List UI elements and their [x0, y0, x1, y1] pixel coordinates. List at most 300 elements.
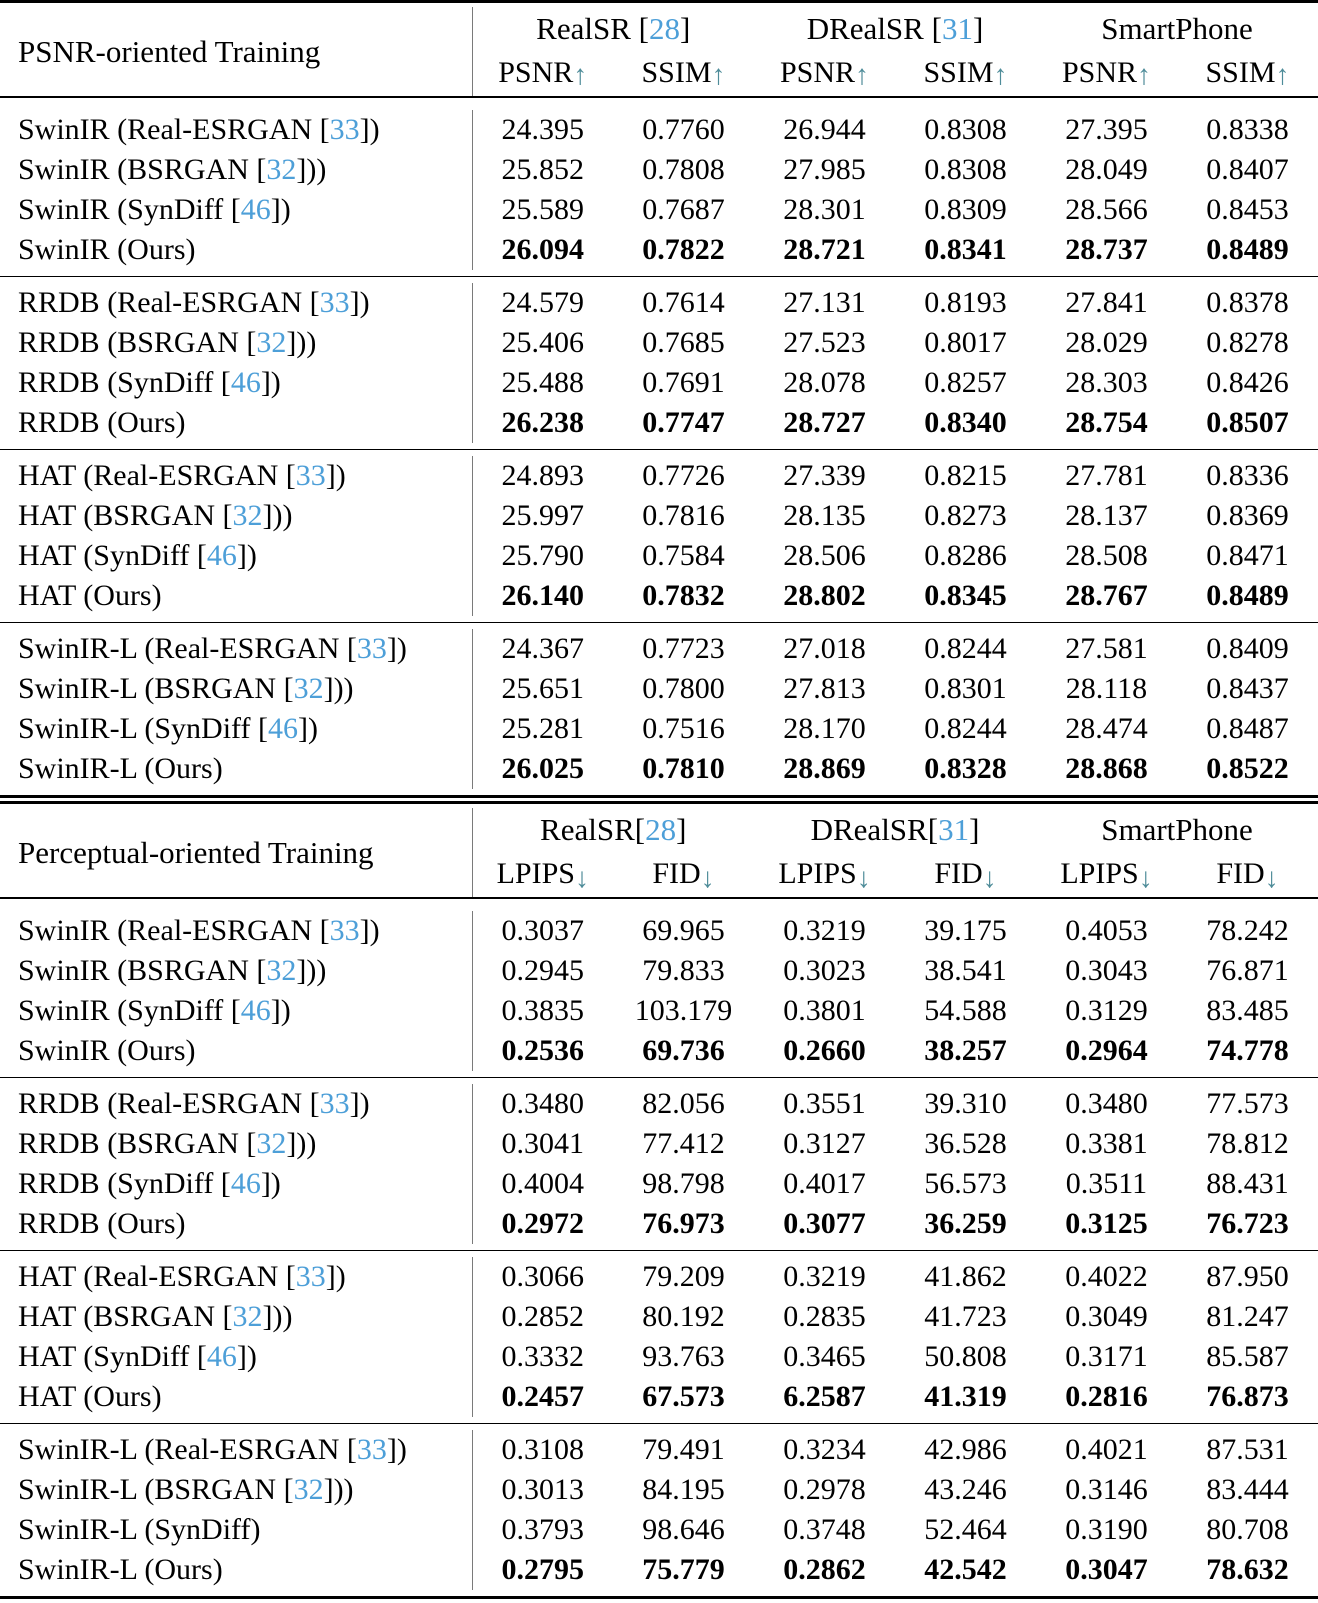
- citation-ref[interactable]: 33: [296, 459, 326, 492]
- metric-value-cell: 27.841: [1036, 283, 1177, 323]
- arrow-up-icon: ↑: [855, 60, 869, 91]
- method-name-cell: [0, 1084, 472, 1124]
- metric-value-cell: 25.281: [472, 709, 613, 749]
- method-label-suffix: ]): [387, 1433, 407, 1466]
- metric-value-cell: 0.4053: [1036, 911, 1177, 951]
- method-label: SwinIR-L (Ours): [18, 1553, 223, 1586]
- method-label-suffix: ]): [261, 1167, 281, 1200]
- metric-value-cell: 0.7687: [613, 190, 754, 230]
- metric-label: FID: [934, 857, 982, 890]
- method-name-cell: [0, 1124, 472, 1164]
- method-name-cell: [0, 403, 472, 443]
- method-label-suffix: ]): [360, 113, 380, 146]
- metric-value-cell: 0.7726: [613, 456, 754, 496]
- metric-value-cell: 36.528: [895, 1124, 1036, 1164]
- citation-ref[interactable]: 33: [320, 286, 350, 319]
- metric-value-cell: 0.8507: [1177, 403, 1318, 443]
- table-row: [0, 456, 1318, 496]
- metric-value-cell: 6.2587: [754, 1377, 895, 1417]
- metric-value-cell: 0.8340: [895, 403, 1036, 443]
- metric-value-cell: 80.708: [1177, 1510, 1318, 1550]
- method-name-cell: [0, 363, 472, 403]
- metric-value-cell: 27.131: [754, 283, 895, 323]
- citation-ref[interactable]: 31: [938, 812, 969, 847]
- metric-value-cell: 79.209: [613, 1257, 754, 1297]
- metric-value-cell: 0.7691: [613, 363, 754, 403]
- metric-value-cell: 0.7584: [613, 536, 754, 576]
- method-name-cell: [0, 1550, 472, 1590]
- metric-value-cell: 0.3037: [472, 911, 613, 951]
- metric-value-cell: 0.3219: [754, 911, 895, 951]
- method-label-suffix: ])): [296, 954, 326, 987]
- metric-value-cell: 0.3047: [1036, 1550, 1177, 1590]
- metric-value-cell: 76.873: [1177, 1377, 1318, 1417]
- metric-value-cell: 0.7747: [613, 403, 754, 443]
- method-name-cell: [0, 1164, 472, 1204]
- metric-value-cell: 27.523: [754, 323, 895, 363]
- metric-value-cell: 0.3129: [1036, 991, 1177, 1031]
- metric-value-cell: 0.2795: [472, 1550, 613, 1590]
- metric-value-cell: 0.3219: [754, 1257, 895, 1297]
- dataset-name: RealSR: [536, 11, 631, 46]
- metric-value-cell: 43.246: [895, 1470, 1036, 1510]
- table-row: [0, 1204, 1318, 1244]
- arrow-down-icon: ↓: [701, 863, 715, 894]
- metric-value-cell: 0.2536: [472, 1031, 613, 1071]
- metric-value-cell: 0.2945: [472, 951, 613, 991]
- metric-value-cell: 0.3146: [1036, 1470, 1177, 1510]
- method-label-suffix: ]): [326, 459, 346, 492]
- table-row: [0, 669, 1318, 709]
- metric-value-cell: 88.431: [1177, 1164, 1318, 1204]
- metric-value-cell: 50.808: [895, 1337, 1036, 1377]
- metric-value-cell: 78.632: [1177, 1550, 1318, 1590]
- metric-value-cell: 67.573: [613, 1377, 754, 1417]
- arrow-down-icon: ↓: [857, 863, 871, 894]
- table-rule: [0, 1598, 1318, 1603]
- table-row: [0, 911, 1318, 951]
- method-name-cell: [0, 1204, 472, 1244]
- table-row: [0, 1337, 1318, 1377]
- arrow-up-icon: ↑: [1137, 60, 1151, 91]
- dataset-name: DRealSR: [807, 11, 924, 46]
- metric-value-cell: 28.566: [1036, 190, 1177, 230]
- arrow-up-icon: ↑: [573, 60, 587, 91]
- metric-value-cell: 0.7822: [613, 230, 754, 270]
- metric-value-cell: 87.950: [1177, 1257, 1318, 1297]
- metric-value-cell: 0.3511: [1036, 1164, 1177, 1204]
- method-label-suffix: ]): [298, 712, 318, 745]
- method-label-suffix: ])): [286, 1127, 316, 1160]
- metric-label: SSIM: [1205, 56, 1275, 89]
- method-name-cell: [0, 1297, 472, 1337]
- metric-value-cell: 0.7810: [613, 749, 754, 789]
- metric-value-cell: 0.8345: [895, 576, 1036, 616]
- method-name-cell: [0, 283, 472, 323]
- method-label: RRDB (BSRGAN [: [18, 326, 256, 359]
- metric-header-ssim-1: [613, 51, 754, 97]
- citation-ref[interactable]: 28: [649, 11, 680, 46]
- metric-label: PSNR: [1062, 56, 1137, 89]
- citation-ref[interactable]: 32: [232, 1300, 262, 1333]
- metric-value-cell: 0.3125: [1036, 1204, 1177, 1244]
- arrow-down-icon: ↓: [575, 863, 589, 894]
- metric-value-cell: 0.4004: [472, 1164, 613, 1204]
- metric-value-cell: 28.303: [1036, 363, 1177, 403]
- method-label-suffix: ])): [262, 499, 292, 532]
- metric-value-cell: 0.8378: [1177, 283, 1318, 323]
- metric-value-cell: 103.179: [613, 991, 754, 1031]
- table-row: [0, 1257, 1318, 1297]
- metric-value-cell: 0.3332: [472, 1337, 613, 1377]
- metric-value-cell: 42.986: [895, 1430, 1036, 1470]
- table-header-datasets-row: [0, 7, 1318, 51]
- metric-value-cell: 41.723: [895, 1297, 1036, 1337]
- method-label: RRDB (Real-ESRGAN [: [18, 1087, 320, 1120]
- metric-value-cell: 0.7816: [613, 496, 754, 536]
- method-label: HAT (BSRGAN [: [18, 499, 232, 532]
- arrow-up-icon: ↑: [712, 60, 726, 91]
- metric-value-cell: 79.491: [613, 1430, 754, 1470]
- metric-value-cell: 77.412: [613, 1124, 754, 1164]
- metric-value-cell: 27.581: [1036, 629, 1177, 669]
- metric-value-cell: 0.7614: [613, 283, 754, 323]
- metric-header-psnr-2: [754, 51, 895, 97]
- citation-ref[interactable]: 46: [231, 1167, 261, 1200]
- metric-value-cell: 52.464: [895, 1510, 1036, 1550]
- metric-value-cell: 83.485: [1177, 991, 1318, 1031]
- metric-value-cell: 74.778: [1177, 1031, 1318, 1071]
- metric-value-cell: 0.3748: [754, 1510, 895, 1550]
- citation-ref[interactable]: 46: [241, 994, 271, 1027]
- method-name-cell: [0, 150, 472, 190]
- metric-value-cell: 98.646: [613, 1510, 754, 1550]
- metric-value-cell: 24.579: [472, 283, 613, 323]
- table-row: [0, 150, 1318, 190]
- metric-value-cell: 0.2978: [754, 1470, 895, 1510]
- method-name-cell: [0, 709, 472, 749]
- metric-value-cell: 0.3049: [1036, 1297, 1177, 1337]
- method-label: HAT (Ours): [18, 579, 162, 612]
- metric-value-cell: 0.7832: [613, 576, 754, 616]
- metric-value-cell: 0.3480: [472, 1084, 613, 1124]
- table-row: [0, 709, 1318, 749]
- metric-value-cell: 0.2660: [754, 1031, 895, 1071]
- method-name-cell: [0, 1377, 472, 1417]
- citation-ref[interactable]: 33: [330, 113, 360, 146]
- metric-value-cell: 0.8453: [1177, 190, 1318, 230]
- metric-value-cell: 0.8244: [895, 709, 1036, 749]
- method-name-cell: [0, 190, 472, 230]
- metric-value-cell: 69.965: [613, 911, 754, 951]
- header-bottom-rule: [0, 898, 1318, 905]
- metric-value-cell: 0.8017: [895, 323, 1036, 363]
- method-label: HAT (SynDiff [: [18, 539, 207, 572]
- method-name-cell: [0, 1510, 472, 1550]
- metric-value-cell: 82.056: [613, 1084, 754, 1124]
- method-label: RRDB (Ours): [18, 406, 186, 439]
- citation-ref[interactable]: 32: [256, 326, 286, 359]
- metric-value-cell: 41.862: [895, 1257, 1036, 1297]
- table-row: [0, 323, 1318, 363]
- metric-value-cell: 25.790: [472, 536, 613, 576]
- metric-value-cell: 0.8341: [895, 230, 1036, 270]
- metric-value-cell: 79.833: [613, 951, 754, 991]
- dataset-header-smartphone: [1036, 808, 1318, 852]
- metric-header-ssim-5: [1177, 51, 1318, 97]
- group-bottom-pad: [0, 1590, 1318, 1598]
- citation-ref[interactable]: 46: [207, 1340, 237, 1373]
- metric-value-cell: 28.078: [754, 363, 895, 403]
- metric-value-cell: 0.8278: [1177, 323, 1318, 363]
- method-label: RRDB (SynDiff [: [18, 366, 231, 399]
- metric-value-cell: 0.8336: [1177, 456, 1318, 496]
- method-label: SwinIR-L (SynDiff [: [18, 712, 268, 745]
- method-label-suffix: ])): [324, 1473, 354, 1506]
- method-label-suffix: ])): [262, 1300, 292, 1333]
- metric-label: PSNR: [780, 56, 855, 89]
- metric-value-cell: 80.192: [613, 1297, 754, 1337]
- table-title-psnr-oriented: PSNR-oriented Training: [0, 7, 472, 97]
- table-row: [0, 496, 1318, 536]
- metric-value-cell: 0.8308: [895, 110, 1036, 150]
- metric-header-lpips-4: [1036, 852, 1177, 898]
- metric-header-fid-3: [895, 852, 1036, 898]
- metric-value-cell: 24.367: [472, 629, 613, 669]
- method-label-suffix: ]): [360, 914, 380, 947]
- metric-value-cell: 0.2972: [472, 1204, 613, 1244]
- table-row: [0, 1297, 1318, 1337]
- dataset-header-smartphone: [1036, 7, 1318, 51]
- metric-value-cell: 0.8309: [895, 190, 1036, 230]
- metric-value-cell: 0.7516: [613, 709, 754, 749]
- metric-value-cell: 0.7723: [613, 629, 754, 669]
- metric-value-cell: 0.2835: [754, 1297, 895, 1337]
- metric-value-cell: 0.8308: [895, 150, 1036, 190]
- table-row: [0, 1164, 1318, 1204]
- metric-value-cell: 0.3013: [472, 1470, 613, 1510]
- metric-value-cell: 69.736: [613, 1031, 754, 1071]
- metric-value-cell: 28.508: [1036, 536, 1177, 576]
- metric-value-cell: 81.247: [1177, 1297, 1318, 1337]
- citation-ref[interactable]: 46: [231, 366, 261, 399]
- metric-value-cell: 28.869: [754, 749, 895, 789]
- metric-value-cell: 27.781: [1036, 456, 1177, 496]
- method-label: SwinIR-L (Real-ESRGAN [: [18, 632, 357, 665]
- citation-ref[interactable]: 33: [320, 1087, 350, 1120]
- citation-ref[interactable]: 31: [942, 11, 973, 46]
- metric-value-cell: 24.395: [472, 110, 613, 150]
- metric-value-cell: 28.170: [754, 709, 895, 749]
- metric-value-cell: 28.029: [1036, 323, 1177, 363]
- metric-value-cell: 0.8328: [895, 749, 1036, 789]
- method-name-cell: [0, 911, 472, 951]
- metric-header-fid-5: [1177, 852, 1318, 898]
- dataset-name: SmartPhone: [1101, 11, 1253, 46]
- citation-ref[interactable]: 32: [256, 1127, 286, 1160]
- citation-ref[interactable]: 46: [207, 539, 237, 572]
- citation-ref[interactable]: 32: [266, 153, 296, 186]
- metric-value-cell: 0.3801: [754, 991, 895, 1031]
- citation-ref[interactable]: 32: [294, 672, 324, 705]
- table-rule: [0, 789, 1318, 797]
- metric-value-cell: 77.573: [1177, 1084, 1318, 1124]
- metric-value-cell: 0.3835: [472, 991, 613, 1031]
- metric-header-fid-1: [613, 852, 754, 898]
- table-row: [0, 403, 1318, 443]
- metric-label: LPIPS: [1060, 857, 1138, 890]
- metric-value-cell: 87.531: [1177, 1430, 1318, 1470]
- method-label-suffix: ]): [350, 286, 370, 319]
- citation-ref[interactable]: 46: [268, 712, 298, 745]
- metric-value-cell: 41.319: [895, 1377, 1036, 1417]
- method-label: SwinIR (SynDiff [: [18, 193, 241, 226]
- metric-value-cell: 0.2457: [472, 1377, 613, 1417]
- method-name-cell: [0, 323, 472, 363]
- metric-value-cell: 28.506: [754, 536, 895, 576]
- method-name-cell: [0, 1031, 472, 1071]
- table-row: [0, 363, 1318, 403]
- dataset-name: DRealSR: [811, 812, 928, 847]
- method-label: HAT (Real-ESRGAN [: [18, 1260, 296, 1293]
- table-row: [0, 1377, 1318, 1417]
- table-bottom-rule: [0, 1598, 1318, 1603]
- metric-value-cell: 0.8426: [1177, 363, 1318, 403]
- metric-value-cell: 0.3551: [754, 1084, 895, 1124]
- table-row: [0, 230, 1318, 270]
- metric-value-cell: 25.406: [472, 323, 613, 363]
- metric-value-cell: 39.175: [895, 911, 1036, 951]
- table-rule: [0, 1590, 1318, 1598]
- metric-label: PSNR: [498, 56, 573, 89]
- metric-value-cell: 0.3234: [754, 1430, 895, 1470]
- metric-value-cell: 0.8489: [1177, 576, 1318, 616]
- metric-value-cell: 27.395: [1036, 110, 1177, 150]
- metric-value-cell: 0.8489: [1177, 230, 1318, 270]
- method-name-cell: [0, 749, 472, 789]
- metric-value-cell: 38.541: [895, 951, 1036, 991]
- arrow-down-icon: ↓: [983, 863, 997, 894]
- metric-value-cell: 76.871: [1177, 951, 1318, 991]
- metric-value-cell: 0.2816: [1036, 1377, 1177, 1417]
- metric-value-cell: 98.798: [613, 1164, 754, 1204]
- metric-value-cell: 0.3023: [754, 951, 895, 991]
- citation-ref[interactable]: 33: [357, 1433, 387, 1466]
- metric-value-cell: 28.802: [754, 576, 895, 616]
- metric-value-cell: 28.868: [1036, 749, 1177, 789]
- metric-value-cell: 28.301: [754, 190, 895, 230]
- method-label: SwinIR (BSRGAN [: [18, 153, 266, 186]
- dataset-name: SmartPhone: [1101, 812, 1253, 847]
- citation-ref[interactable]: 33: [357, 632, 387, 665]
- metric-value-cell: 26.238: [472, 403, 613, 443]
- table-row: [0, 283, 1318, 323]
- metric-value-cell: 0.8244: [895, 629, 1036, 669]
- citation-ref[interactable]: 33: [296, 1260, 326, 1293]
- method-label: SwinIR (BSRGAN [: [18, 954, 266, 987]
- metric-value-cell: 0.8193: [895, 283, 1036, 323]
- method-label: SwinIR-L (BSRGAN [: [18, 1473, 294, 1506]
- dataset-header-drealsr: DRealSR[31]: [754, 808, 1036, 852]
- metric-value-cell: 0.3465: [754, 1337, 895, 1377]
- metric-value-cell: 78.242: [1177, 911, 1318, 951]
- table-row: [0, 749, 1318, 789]
- metric-value-cell: 0.2852: [472, 1297, 613, 1337]
- metric-label: FID: [652, 857, 700, 890]
- dataset-header-realsr: RealSR [28]: [472, 7, 754, 51]
- table-row: [0, 1031, 1318, 1071]
- table-rule: [0, 97, 1318, 104]
- metric-label: SSIM: [923, 56, 993, 89]
- arrow-down-icon: ↓: [1139, 863, 1153, 894]
- method-name-cell: [0, 1257, 472, 1297]
- citation-ref[interactable]: 46: [241, 193, 271, 226]
- method-label: HAT (Ours): [18, 1380, 162, 1413]
- metric-value-cell: 28.721: [754, 230, 895, 270]
- metric-value-cell: 28.137: [1036, 496, 1177, 536]
- metric-value-cell: 25.997: [472, 496, 613, 536]
- citation-ref[interactable]: 32: [266, 954, 296, 987]
- metric-label: SSIM: [641, 56, 711, 89]
- metric-value-cell: 0.4022: [1036, 1257, 1177, 1297]
- table-header-datasets-row: [0, 808, 1318, 852]
- metric-value-cell: 0.3077: [754, 1204, 895, 1244]
- citation-ref[interactable]: 32: [232, 499, 262, 532]
- metric-value-cell: 0.4017: [754, 1164, 895, 1204]
- metric-value-cell: 0.3066: [472, 1257, 613, 1297]
- metric-value-cell: 0.2964: [1036, 1031, 1177, 1071]
- metric-value-cell: 27.018: [754, 629, 895, 669]
- metric-value-cell: 0.3041: [472, 1124, 613, 1164]
- table-row: [0, 190, 1318, 230]
- metric-value-cell: 0.3480: [1036, 1084, 1177, 1124]
- table-row: [0, 629, 1318, 669]
- metric-value-cell: 75.779: [613, 1550, 754, 1590]
- method-label-suffix: ]): [271, 994, 291, 1027]
- table-row: [0, 1470, 1318, 1510]
- method-label-suffix: ]): [237, 1340, 257, 1373]
- method-name-cell: [0, 669, 472, 709]
- metric-value-cell: 25.852: [472, 150, 613, 190]
- method-name-cell: [0, 110, 472, 150]
- table-title-perceptual-oriented: Perceptual-oriented Training: [0, 808, 472, 898]
- metric-value-cell: 26.094: [472, 230, 613, 270]
- method-name-cell: [0, 576, 472, 616]
- dataset-header-realsr: RealSR[28]: [472, 808, 754, 852]
- metric-value-cell: 28.135: [754, 496, 895, 536]
- citation-ref[interactable]: 33: [330, 914, 360, 947]
- metric-value-cell: 0.3127: [754, 1124, 895, 1164]
- method-label-suffix: ]): [237, 539, 257, 572]
- method-label-suffix: ]): [326, 1260, 346, 1293]
- header-bottom-rule: [0, 97, 1318, 104]
- metric-value-cell: 0.7685: [613, 323, 754, 363]
- method-label: SwinIR (Real-ESRGAN [: [18, 914, 330, 947]
- method-name-cell: [0, 1430, 472, 1470]
- metric-header-lpips-2: [754, 852, 895, 898]
- table-row: [0, 110, 1318, 150]
- citation-ref[interactable]: 28: [645, 812, 676, 847]
- method-label-suffix: ]): [387, 632, 407, 665]
- metric-value-cell: 0.8273: [895, 496, 1036, 536]
- metric-value-cell: 38.257: [895, 1031, 1036, 1071]
- citation-ref[interactable]: 32: [294, 1473, 324, 1506]
- metric-value-cell: 27.813: [754, 669, 895, 709]
- metric-value-cell: 26.944: [754, 110, 895, 150]
- dataset-name: RealSR: [540, 812, 635, 847]
- metric-value-cell: 0.8487: [1177, 709, 1318, 749]
- metric-value-cell: 83.444: [1177, 1470, 1318, 1510]
